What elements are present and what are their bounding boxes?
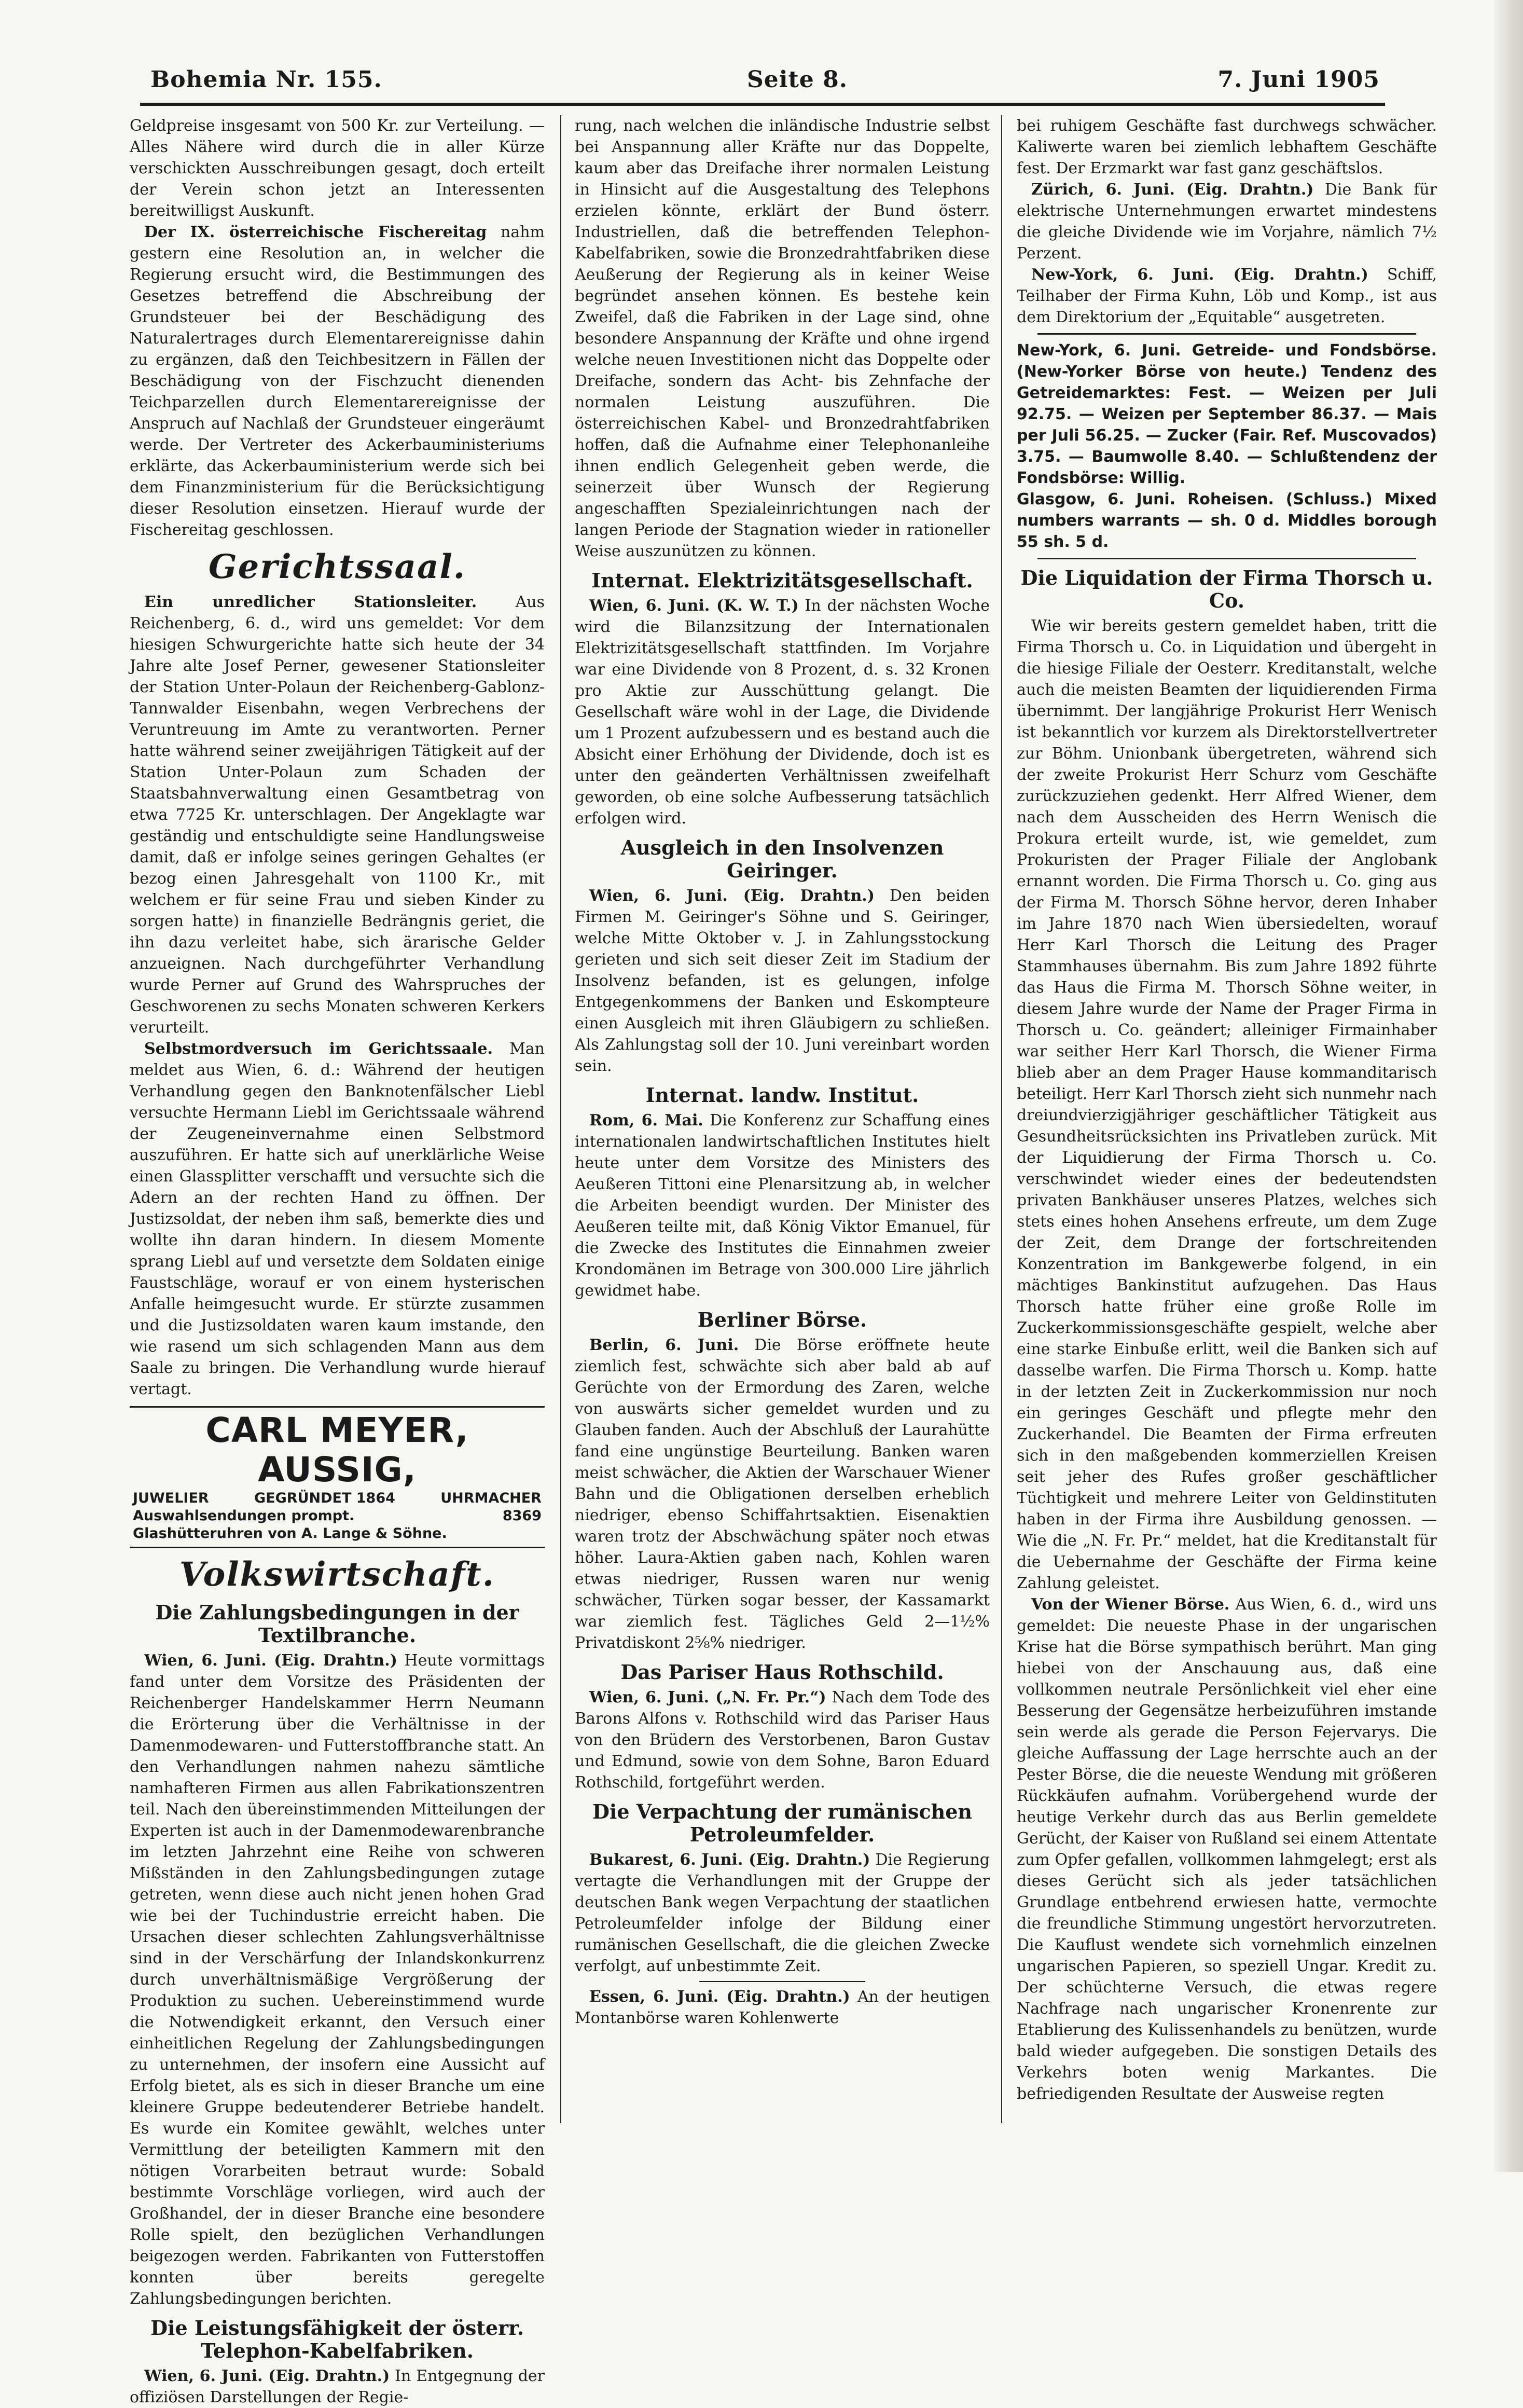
article-paragraph: Der IX. österreichische Fischereitag nahm gestern eine Resolution an, in welcher die Regierung ersucht wird, die Bestimmungen des Gesetzes betreffend die Abschreibung der Grundsteuer bei der Beschädigung des Naturalertrages durch Elementarereignisse dahin zu ergänzen, daß den Teichbesitzern in Fällen der Beschädigung von der Fischzucht dienenden Teichparzellen durch Elementarereignisse der Anspruch auf Nachlaß der Grundsteuer eingeräumt werde. Der Vertreter des Ackerbauministeriums erklärte, das Ackerbauministerium werde sich bei dem Finanzministerium für die Berücksichtigung dieser Resolution einsetzen. Hierauf wurde der Fischereitag geschlossen. (130, 223, 545, 539)
ad-company-name: CARL MEYER, AUSSIG, (205, 1410, 469, 1490)
article-paragraph: Geldpreise insgesamt von 500 Kr. zur Verteilung. — Alles Nähere wird durch die in aller Kürze verschickten Ausschreibungen gesagt, doch erteilt der Verein schon jetzt an Interessenten bereitwilligst Auskunft. (130, 117, 545, 220)
article-paragraph: rung, nach welchen die inländische Industrie selbst bei Anspannung aller Kräfte nur das Doppelte, kaum aber das Dreifache ihrer normalen Leistung in Hinsicht auf die Ausgestaltung des Telephons erzielen könnte, erklärt der Bund österr. Industriellen, daß die betreffenden Telephon-Kabelfabriken, sowie die Bronzedrahtfabriken diese Aeußerung der Regierung als in keiner Weise begründet ansehen können. Es bestehe kein Zweifel, daß die Fabriken in der Lage sind, ohne besondere Anspannung der Kräfte und ohne irgend welche neuen Investitionen nicht das Doppelte oder Dreifache, sondern das Acht- bis Zehnfache der normalen Leistung auszuführen. Die österreichischen Kabel- und Bronzedrahtfabriken hoffen, daß die Aufnahme einer Telephonanleihe ihnen endlich Gelegenheit geben werde, die seinerzeit über Wunsch der Regierung angeschafften Spezialeinrichtungen nach der langen Periode der Stagnation wieder in rationeller Weise auszunützen zu können. (575, 117, 990, 560)
article-headline: Die Liquidation der Firma Thorsch u. Co. (1020, 566, 1433, 612)
running-head (150, 66, 1380, 98)
divider (1037, 333, 1416, 335)
running-head-date: 7. Juni 1905 (1217, 66, 1380, 93)
column-3 (1017, 115, 1437, 2139)
article-paragraph: Selbstmordversuch im Gerichtssaale. Man meldet aus Wien, 6. d.: Während der heutigen Verhandlung gegen den Banknotenfälscher Liebl versuchte Hermann Liebl im Gerichtssaale während der Zeugeneinvernahme einen Selbstmord auszuführen. Er hatte sich auf unerklärliche Weise einen Glassplitter verschafft und versuchte sich die Adern an der rechten Hand zu öffnen. Der Justizsoldat, der neben ihm saß, bemerkte dies und wollte ihn daran hindern. In diesem Momente sprang Liebl auf und versetzte dem Soldaten einige Faustschläge, worauf er von einem hysterischen Anfalle heimgesucht wurde. Er stürzte zusammen und die Justizsoldaten waren kaum imstande, den wie rasend um sich schlagenden Mann aus dem Saale zu bringen. Die Verhandlung wurde hierauf vertagt. (130, 1040, 545, 1398)
header-rule (140, 103, 1385, 106)
article-paragraph: Berlin, 6. Juni. Die Börse eröffnete heute ziemlich fest, schwächte sich aber bald ab auf Gerüchte von der Ermordung des Zaren, welche von auswärts sicher gemeldet wurden und zu Glauben fanden. Auch der Abschluß der Laurahütte fand eine ungünstige Beurteilung. Banken waren meist schwächer, die Aktien der Warschauer Wiener Bahn und die Obligationen derselben erheblich niedriger, ebenso Schiffahrtsaktien. Eisenaktien waren trotz der Abschwächung später noch etwas höher. Laura-Aktien gaben nach, Kohlen waren etwas niedriger, Russen waren nur wenig schwächer, Türken sogar besser, der Kassamarkt war ziemlich fest. Tägliches Geld 2—1½% Privatdiskont 2⅝% niedriger. (575, 1336, 990, 1652)
market-line: New-York, 6. Juni. Getreide- und Fondsbörse. (New-Yorker Börse von heute.) Tendenz des Getreidemarktes: Fest. — Weizen per Juli 92.75. — Weizen per September 86.37. — Mais per Juli 56.25. — Zucker (Fair. Ref. Muscovados) 3.75. — Baumwolle 8.40. — Schlußtendenz der Fondsbörse: Willig. (1017, 341, 1437, 487)
running-head-title: Bohemia Nr. 155. (150, 66, 382, 93)
article-headline: Die Verpachtung der rumänischen Petroleumfelder. (592, 1800, 973, 1846)
article-headline: Ausgleich in den Insolvenzen Geiringer. (620, 836, 944, 882)
ad-line: Glashütteruhren von A. Lange & Söhne. (133, 1525, 447, 1542)
advertisement (130, 1406, 545, 1548)
article-headline: Internat. Elektrizitätsgesellschaft. (591, 569, 973, 592)
section-heading-volkswirtschaft: Volkswirtschaft. (179, 1555, 495, 1594)
article-paragraph: Wien, 6. Juni. (Eig. Drahtn.) Den beiden Firmen M. Geiringer's Söhne und S. Geiringer, welche Mitte Oktober v. J. in Zahlungsstockung gerieten und sich seit dieser Zeit im Stadium der Insolvenz befanden, ist es gelungen, infolge Entgegenkommens der Banken und Eskompteure einen Ausgleich mit ihren Gläubigern zu schließen. Als Zahlungstag soll der 10. Juni vereinbart worden sein. (575, 887, 990, 1075)
market-line: Glasgow, 6. Juni. Roheisen. (Schluss.) Mixed numbers warrants — sh. 0 d. Middles borough 55 sh. 5 d. (1017, 490, 1437, 551)
article-paragraph: Wie wir bereits gestern gemeldet haben, tritt die Firma Thorsch u. Co. in Liquidation und übergeht in die hiesige Filiale der Oesterr. Kreditanstalt, welche auch die meisten Beamten der liquidierenden Firma übernimmt. Der langjährige Prokurist Herr Wenisch ist bekanntlich vor kurzem als Direktorstellvertreter zur Böhm. Unionbank übergetreten, während sich der zweite Prokurist Herr Schurz vom Geschäfte zurückzuziehen gedenkt. Herr Alfred Wiener, dem nach dem Ausscheiden des Herrn Wenisch die Prokura erteilt wurde, ist, wie gemeldet, zum Prokuristen der Prager Filiale der Anglobank ernannt worden. Die Firma Thorsch u. Co. ging aus der Firma M. Thorsch Söhne hervor, deren Inhaber im Jahre 1870 nach Wien übersiedelten, worauf Herr Karl Thorsch die Leitung des Prager Stammhauses übernahm. Bis zum Jahre 1892 führte das Haus die Firma M. Thorsch Söhne weiter, in diesem Jahre wurde der Name der Prager Firma in Thorsch u. Co. geändert; alleiniger Firmainhaber war seither Herr Karl Thorsch, die Wiener Firma blieb aber an dem Prager Hause kommanditarisch beteiligt. Herr Karl Thorsch zieht sich nunmehr nach dreiundvierzigjähriger geschäftlicher Tätigkeit aus Gesundheitsrücksichten ins Privatleben zurück. Mit der Liquidierung der Firma Thorsch u. Co. verschwindet wieder eines der bedeutendsten privaten Bankhäuser unseres Platzes, welches sich stets eines hohen Ansehens erfreute, um dem Zuge der Zeit, dem Drange der fortschreitenden Konzentration im Bankgewerbe folgend, in ein mächtiges Bankinstitut aufzugehen. Das Haus Thorsch hatte früher eine große Rolle im Zuckerkommissionsgeschäfte gespielt, welche aber eine starke Einbuße erlitt, weil die Banken sich auf dasselbe warfen. Die Firma Thorsch u. Komp. hatte in der letzten Zeit in Zuckerkommission nur noch ein geringes Geschäft und pflegte mehr den Zuckerhandel. Die Beamten der Firma erfreuten sich in den maßgebenden kommerziellen Kreisen seit jeher des Rufes großer geschäftlicher Tüchtigkeit und mehrere Leiter von Geldinstituten haben in der Firma ihre Ausbildung genossen. — Wie die „N. Fr. Pr.“ meldet, hat die Kreditanstalt für die Uebernahme der Geschäfte der Firma keine Zahlung geleistet. (1017, 617, 1437, 1592)
column-rule (560, 115, 561, 2123)
article-headline: Die Leistungsfähigkeit der österr. Telephon-Kabelfabriken. (150, 2316, 524, 2362)
market-report (1017, 340, 1437, 553)
ad-tagline: JUWELIER GEGRÜNDET 1864 UHRMACHER (133, 1490, 542, 1506)
article-headline: Das Pariser Haus Rothschild. (620, 1660, 944, 1684)
article-paragraph: Zürich, 6. Juni. (Eig. Drahtn.) Die Bank für elektrische Unternehmungen erwartet mindestens die gleiche Dividende wie im Vorjahre, nämlich 7½ Perzent. (1017, 181, 1437, 263)
article-headline: Berliner Börse. (697, 1308, 867, 1331)
article-paragraph: Wien, 6. Juni. (Eig. Drahtn.) In Entgegnung der offiziösen Darstellungen der Regie- (130, 2367, 545, 2406)
article-lead: Der IX. österreichische Fischereitag (144, 223, 487, 241)
article-paragraph: New-York, 6. Juni. (Eig. Drahtn.) Schiff, Teilhaber der Firma Kuhn, Löb und Komp., ist aus dem Direktorium der „Equitable“ ausgetreten. (1017, 266, 1437, 326)
article-headline: Internat. landw. Institut. (645, 1083, 919, 1107)
article-paragraph: Wien, 6. Juni. (Eig. Drahtn.) Heute vormittags fand unter dem Vorsitze des Präsidenten der Reichenberger Handelskammer Herrn Neumann die Erörterung über die Verhältnisse in der Damenmodewaren- und Futterstoffbranche statt. An den Verhandlungen nahmen nahezu sämtliche namhafteren Firmen aus allen Fabrikationszentren teil. Nach den übereinstimmenden Mitteilungen der Experten ist auch in der Damenmodewarenbranche im letzten Jahrzehnt eine Reihe von schweren Mißständen in den Zahlungsbedingungen zutage getreten, wenn diese auch nicht jenen hohen Grad wie bei der Tuchindustrie erreicht haben. Die Ursachen dieser schlechten Zahlungsverhältnisse sind in der Verschärfung der Inlandskonkurrenz durch unverhältnismäßige Vergrößerung der Produktion zu suchen. Uebereinstimmend wurde die Notwendigkeit erkannt, den Versuch einer einheitlichen Regelung der Zahlungsbedingungen zu unternehmen, der insofern eine Aussicht auf Erfolg bietet, als es sich in dieser Branche um eine kleinere Gruppe bedeutenderer Betriebe handelt. Es wurde ein Komitee gewählt, welches unter Vermittlung der beteiligten Kammern mit den nötigen Vorarbeiten betraut wurde: Sobald bestimmte Vorschläge vorliegen, wird auch der Großhandel, der in dieser Branche eine besondere Rolle spielt, den bezüglichen Verhandlungen beigezogen werden. Fabrikanten von Futterstoffen konnten über bereits geregelte Zahlungsbedingungen berichten. (130, 1652, 545, 2308)
article-paragraph: Essen, 6. Juni. (Eig. Drahtn.) An der heutigen Montanbörse waren Kohlenwerte (575, 1988, 990, 2027)
divider (699, 1981, 865, 1982)
article-paragraph: Wien, 6. Juni. („N. Fr. Pr.“) Nach dem Tode des Barons Alfons v. Rothschild wird das Pariser Haus von den Brüdern des Verstorbenen, Baron Gustav und Edmund, sowie von dem Sohne, Baron Eduard Rothschild, fortgeführt werden. (575, 1688, 990, 1792)
article-paragraph: Bukarest, 6. Juni. (Eig. Drahtn.) Die Regierung vertagte die Verhandlungen mit der Gruppe der deutschen Bank wegen Verpachtung der staatlichen Petroleumfelder infolge der Bildung einer rumänischen Gesellschaft, die die gleichen Zwecke verfolgt, auf unbestimmte Zeit. (575, 1851, 990, 1975)
section-heading-gerichtssaal: Gerichtssaal. (208, 547, 466, 586)
page-edge-shadow (1494, 0, 1523, 2172)
article-lead: Ein unredlicher Stationsleiter. (144, 593, 477, 611)
article-paragraph: bei ruhigem Geschäfte fast durchwegs schwächer. Kaliwerte waren bei ziemlich lebhaftem Geschäfte fest. Der Erzmarkt war fast ganz geschäftslos. (1017, 117, 1437, 177)
column-2 (575, 115, 990, 2139)
article-lead: Selbstmordversuch im Gerichtssaale. (144, 1040, 493, 1058)
column-1 (130, 115, 545, 2406)
article-paragraph: Ein unredlicher Stationsleiter. Aus Reichenberg, 6. d., wird uns gemeldet: Vor dem hiesigen Schwurgerichte hatte sich heute der 34 Jahre alte Josef Perner, gewesener Stationsleiter der Station Unter-Polaun der Reichenberg-Gablonz-Tannwalder Eisenbahn, wegen Verbrechens der Veruntreuung im Amte zu verantworten. Perner hatte während seiner zweijährigen Tätigkeit auf der Station Unter-Polaun zum Schaden der Staatsbahnverwaltung einen Gesamtbetrag von etwa 7725 Kr. unterschlagen. Der Angeklagte war geständig und entschuldigte seine Handlungsweise damit, daß er infolge seines geringen Gehaltes (er bezog einen Jahresgehalt von 1100 Kr., mit welchem er für seine Frau und sieben Kinder zu sorgen hatte) in finanzielle Bedrängnis geriet, die ihn dazu verleitet habe, sich ärarische Gelder anzueignen. Nach durchgeführter Verhandlung wurde Perner auf Grund des Wahrspruches der Geschworenen zu sechs Monaten schweren Kerkers verurteilt. (130, 593, 545, 1037)
article-paragraph: Rom, 6. Mai. Die Konferenz zur Schaffung eines internationalen landwirtschaftlichen Institutes hielt heute unter dem Vorsitze des Ministers des Aeußeren Tittoni eine Plenarsitzung ab, in welcher die Arbeiten beendigt wurden. Der Minister des Aeußeren teilte mit, daß König Viktor Emanuel, für die Zwecke des Institutes die Einnahmen zweier Krondomänen im Betrage von 300.000 Lire jährlich gewidmet habe. (575, 1111, 990, 1300)
divider (1037, 558, 1416, 559)
article-paragraph: Wien, 6. Juni. (K. W. T.) In der nächsten Woche wird die Bilanzsitzung der Internationalen Elektrizitätsgesellschaft stattfinden. Im Vorjahre war eine Dividende von 8 Prozent, d. s. 32 Kronen pro Aktie zur Ausschüttung gelangt. Die Gesellschaft wäre wohl in der Lage, die Dividende um 1 Prozent aufzubessern und es bestand auch die Absicht einer Erhöhung der Dividende, doch ist es unter den geänderten Verhältnissen zweifelhaft geworden, ob eine solche Aufbesserung tatsächlich erfolgen wird. (575, 597, 990, 828)
running-head-page: Seite 8. (747, 66, 848, 93)
ad-line: Auswahlsendungen prompt. 8369 (133, 1508, 542, 1524)
column-rule (1001, 115, 1002, 2123)
article-headline: Die Zahlungsbedingungen in der Textilbranche. (155, 1601, 519, 1647)
article-paragraph: Von der Wiener Börse. Aus Wien, 6. d., wird uns gemeldet: Die neueste Phase in der ungarischen Krise hat die Börse sympathisch berührt. Man ging hiebei von der Anschauung aus, daß eine vollkommen neutrale Persönlichkeit viel eher eine Besserung der Gegensätze herbeizuführen imstande sein werde als gerade die Person Fejervarys. Die gleiche Auffassung der Lage herrschte auch an der Pester Börse, die die neueste Wendung mit größeren Rückkäufen aufnahm. Vorübergehend wurde der heutige Verkehr durch das aus Berlin gemeldete Gerücht, der Kaiser von Rußland sei einem Attentate zum Opfer gefallen, vollkommen lahmgelegt; erst als dieses Gerücht sich als jeder tatsächlichen Grundlage entbehrend erwiesen hatte, vermochte die freundliche Stimmung ungestört hervorzutreten. Die Kauflust wendete sich vornehmlich einzelnen ungarischen Papieren, so speziell Ungar. Kredit zu. Der schüchterne Versuch, die etwas regere Nachfrage nach ungarischer Kronenrente zur Etablierung des Kulissenhandels zu benützen, wurde bald wieder aufgegeben. Die sonstigen Details des Verkehrs boten wenig Markantes. Die befriedigenden Resultate der Ausweise regten (1017, 1595, 1437, 2103)
